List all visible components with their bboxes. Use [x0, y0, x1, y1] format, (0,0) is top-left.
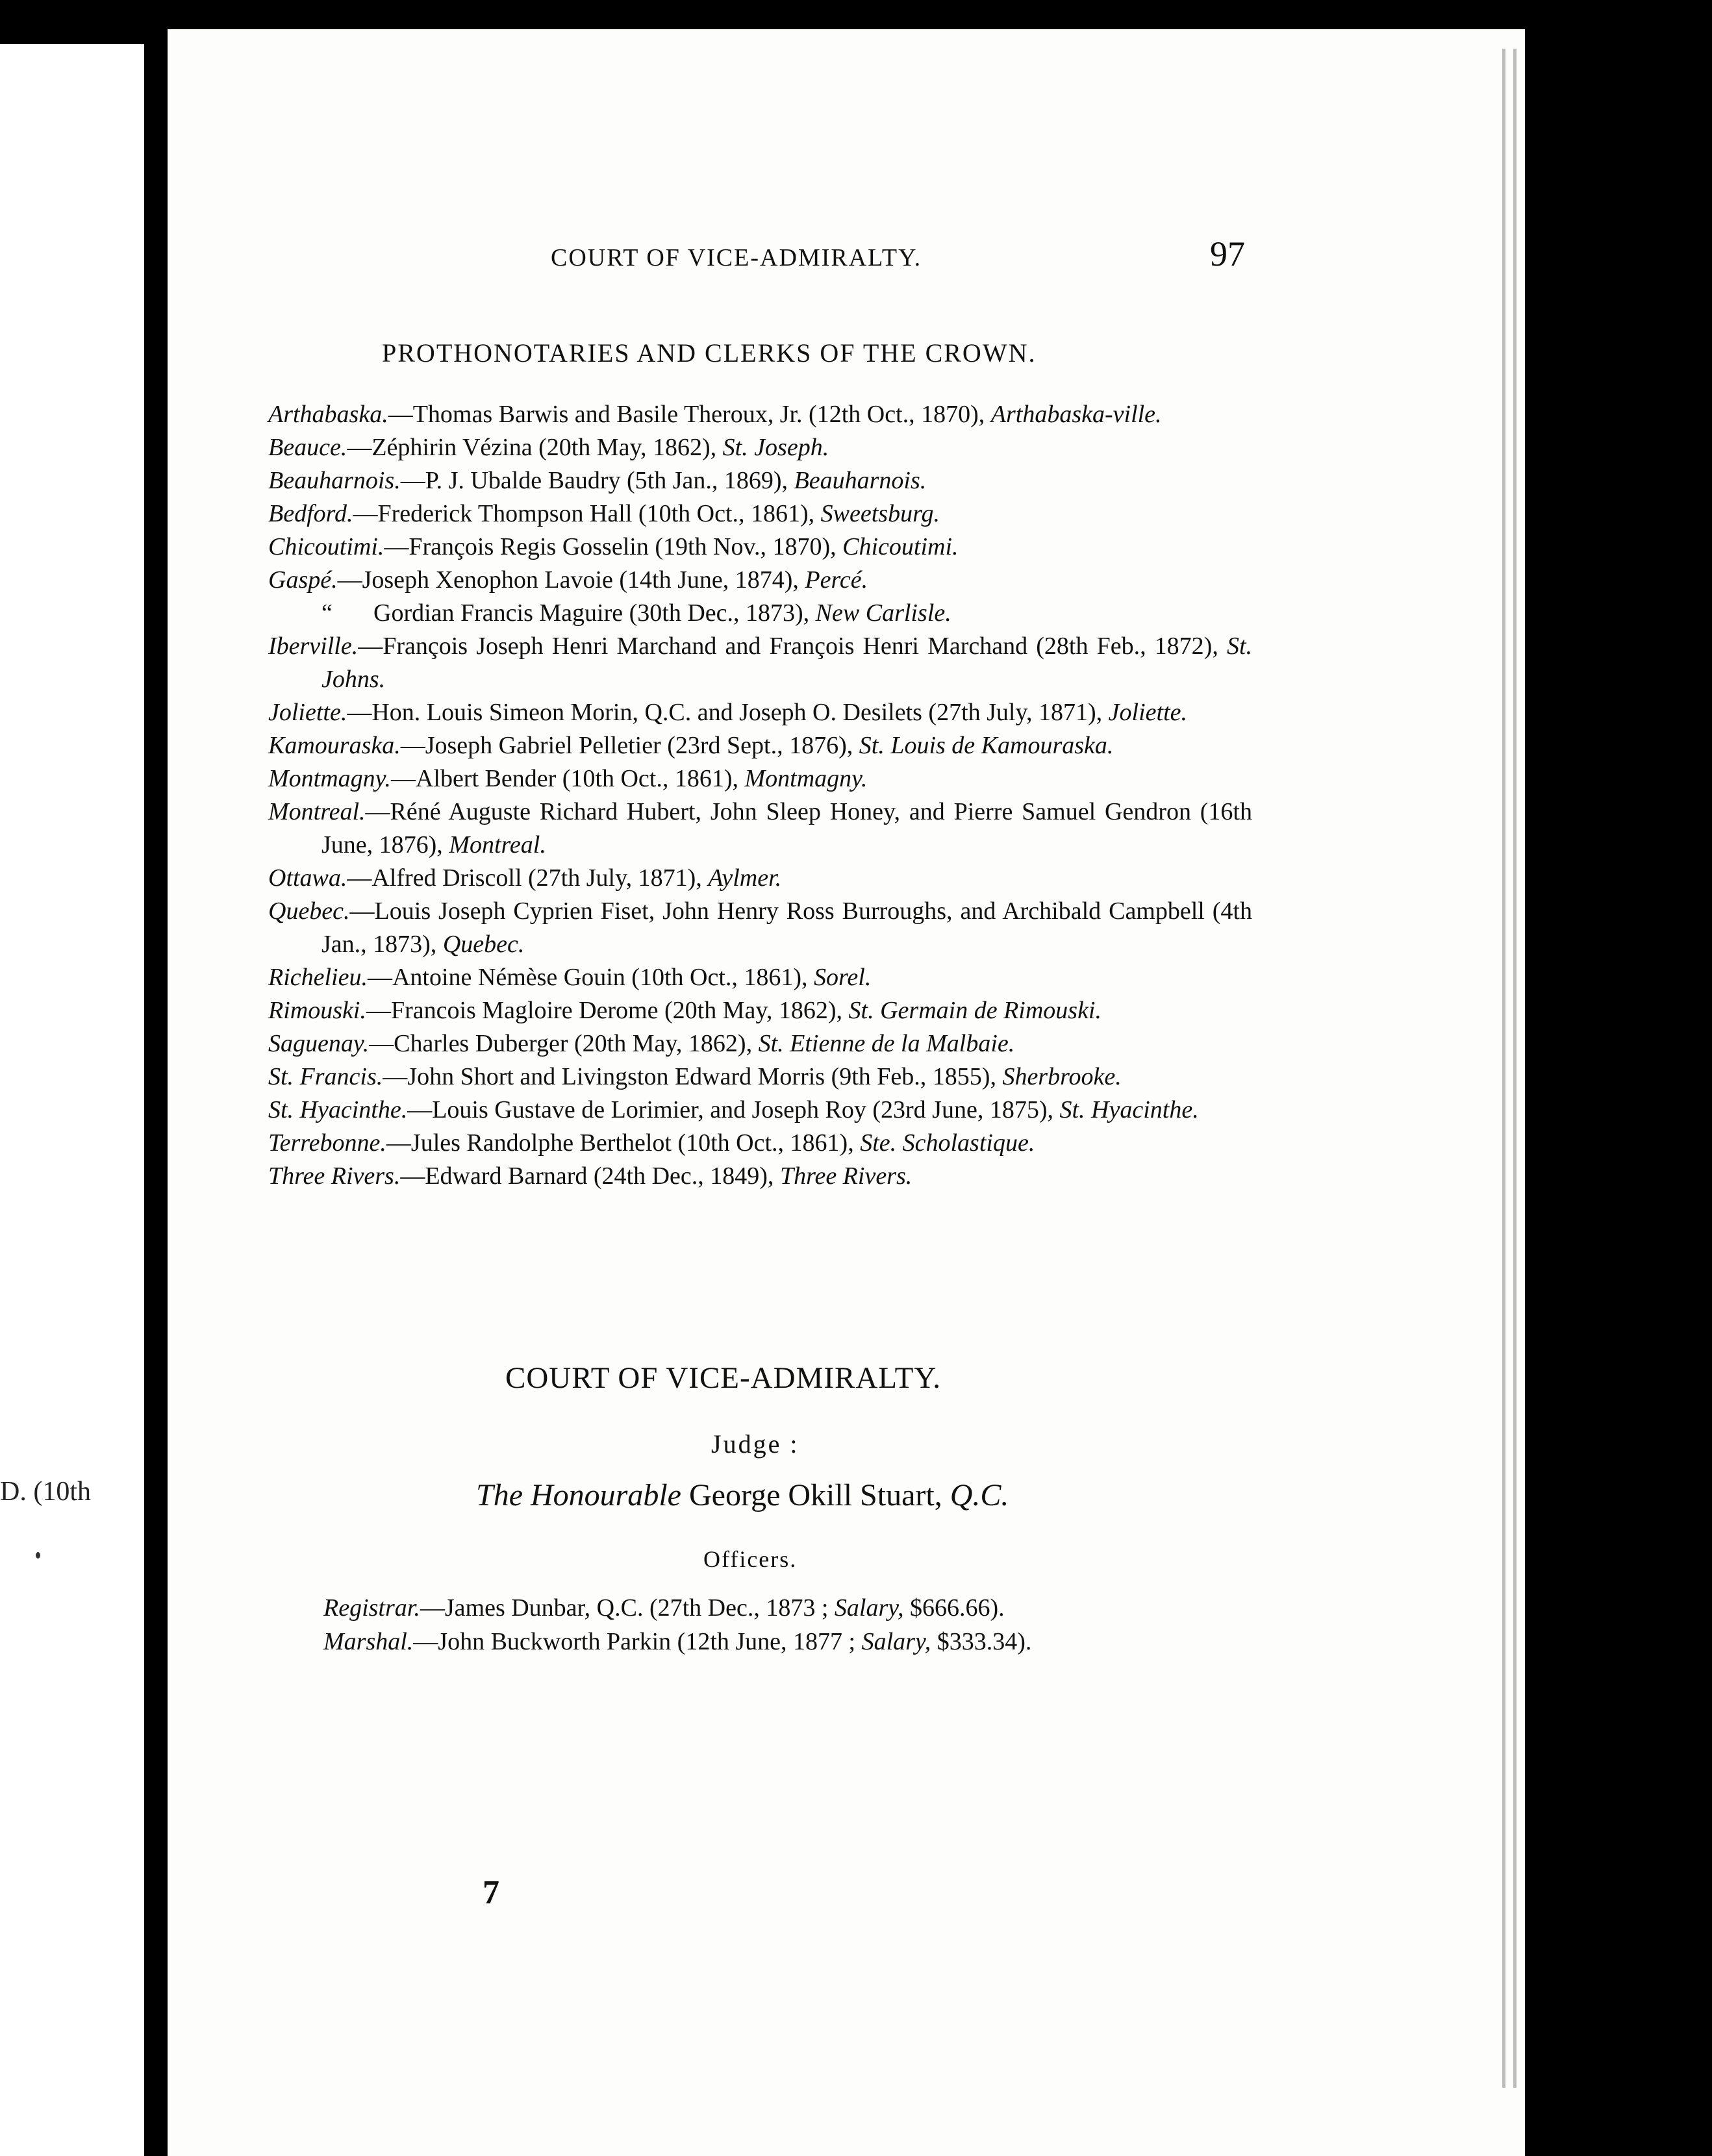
entry-place: Beauharnois. — [794, 467, 927, 494]
list-item — [268, 762, 1252, 796]
left-page-text-fragment: D. (10th — [0, 1477, 91, 1507]
entry-text: —Frederick Thompson Hall (10th Oct., 1861), — [353, 500, 821, 527]
district-name: Gaspé. — [268, 566, 338, 594]
salary-label: Salary, — [834, 1594, 904, 1622]
page-edge-line — [1513, 49, 1517, 2088]
list-item — [268, 1127, 1252, 1160]
district-name: Arthabaska. — [268, 401, 388, 428]
list-item — [268, 796, 1252, 862]
list-item — [268, 696, 1252, 729]
entry-text: —Joseph Xenophon Lavoie (14th June, 1874), — [337, 566, 805, 594]
district-name: St. Hyacinthe. — [268, 1096, 408, 1123]
list-item — [268, 564, 1252, 597]
salary-label: Salary, — [861, 1628, 931, 1655]
list-item — [268, 597, 1252, 630]
judge-suffix: Q.C. — [950, 1478, 1009, 1512]
list-item — [268, 1027, 1252, 1060]
district-name: Kamouraska. — [268, 732, 401, 759]
salary-value: $333.34). — [931, 1628, 1032, 1655]
court-title: COURT OF VICE-ADMIRALTY. — [505, 1361, 942, 1395]
officer-row — [323, 1591, 1031, 1625]
officer-text: —John Buckworth Parkin (12th June, 1877 ; — [413, 1628, 862, 1655]
entry-place: St. Etienne de la Malbaie. — [758, 1030, 1015, 1057]
district-name: Saguenay. — [268, 1030, 370, 1057]
page-speck — [36, 1552, 40, 1559]
list-item — [268, 895, 1252, 961]
entry-place: Montmagny. — [744, 765, 868, 792]
judge-line — [476, 1477, 1009, 1513]
entry-text: —Louis Gustave de Lorimier, and Joseph Roy (23rd June, 1875), — [407, 1096, 1060, 1123]
district-name: Terrebonne. — [268, 1129, 386, 1157]
list-item — [268, 729, 1252, 762]
list-item — [268, 1160, 1252, 1193]
entry-text: —François Regis Gosselin (19th Nov., 1870), — [384, 533, 843, 560]
entry-text: —Albert Bender (10th Oct., 1861), — [390, 765, 745, 792]
entry-text: —Jules Randolphe Berthelot (10th Oct., 1861), — [386, 1129, 861, 1157]
district-name: Beauce. — [268, 434, 347, 461]
entry-place: Quebec. — [442, 931, 525, 958]
signature-mark: 7 — [483, 1874, 499, 1911]
entry-text: —P. J. Ubalde Baudry (5th Jan., 1869), — [400, 467, 794, 494]
officer-row — [323, 1625, 1031, 1659]
entry-place: St. Hyacinthe. — [1059, 1096, 1199, 1123]
entry-text: —Alfred Driscoll (27th July, 1871), — [347, 864, 709, 892]
entry-text: —Antoine Némèse Gouin (10th Oct., 1861), — [367, 964, 814, 991]
list-item — [268, 531, 1252, 564]
judge-heading: Judge : — [711, 1429, 799, 1459]
entry-place: Sherbrooke. — [1002, 1063, 1122, 1090]
district-name: Three Rivers. — [268, 1162, 401, 1190]
page-edge-line — [1502, 49, 1505, 2088]
entry-place: Chicoutimi. — [842, 533, 959, 560]
list-item — [268, 431, 1252, 464]
entry-text: —John Short and Livingston Edward Morris (9th Feb., 1855), — [383, 1063, 1003, 1090]
entry-text: —Thomas Barwis and Basile Theroux, Jr. (12th Oct., 1870), — [388, 401, 991, 428]
entry-place: St. Germain de Rimouski. — [848, 997, 1101, 1024]
district-name: Chicoutimi. — [268, 533, 384, 560]
list-item — [268, 1094, 1252, 1127]
district-name: Quebec. — [268, 897, 350, 925]
entry-place: St. Joseph. — [722, 434, 829, 461]
entry-text: —Edward Barnard (24th Dec., 1849), — [400, 1162, 780, 1190]
page-number: 97 — [1210, 234, 1245, 273]
entry-text: —Louis Joseph Cyprien Fiset, John Henry Ross Burroughs, and Archibald Campbell (4th Jan., 1873), — [321, 897, 1252, 958]
entry-place: Sorel. — [814, 964, 872, 991]
salary-value: $666.66). — [903, 1594, 1005, 1622]
list-item — [268, 398, 1252, 431]
district-name: Beauharnois. — [268, 467, 401, 494]
district-name: Ottawa. — [268, 864, 347, 892]
entry-place: Ste. Scholastique. — [860, 1129, 1035, 1157]
entry-text: Gordian Francis Maguire (30th Dec., 1873), — [373, 599, 816, 627]
officer-role: Marshal. — [323, 1628, 414, 1655]
entry-place: Arthabaska-ville. — [990, 401, 1162, 428]
officer-text: —James Dunbar, Q.C. (27th Dec., 1873 ; — [420, 1594, 835, 1622]
officers-heading: Officers. — [703, 1546, 798, 1572]
list-item — [268, 630, 1252, 696]
judge-name: George Okill Stuart, — [688, 1478, 942, 1512]
district-name: Joliette. — [268, 699, 347, 726]
entry-text: —Zéphirin Vézina (20th May, 1862), — [347, 434, 723, 461]
district-name: Rimouski. — [268, 997, 366, 1024]
entry-place: St. Louis de Kamouraska. — [859, 732, 1114, 759]
entry-text: —Charles Duberger (20th May, 1862), — [369, 1030, 759, 1057]
entry-text: —François Joseph Henri Marchand and François Henri Marchand (28th Feb., 1872), — [358, 633, 1227, 660]
judge-title: The Honourable — [476, 1478, 681, 1512]
district-name: Iberville. — [268, 633, 359, 660]
entry-text: —Hon. Louis Simeon Morin, Q.C. and Joseph O. Desilets (27th July, 1871), — [347, 699, 1109, 726]
entry-place: Percé. — [805, 566, 868, 594]
running-head: COURT OF VICE-ADMIRALTY. — [551, 244, 922, 271]
list-item — [268, 994, 1252, 1027]
entry-text: —Réné Auguste Richard Hubert, John Sleep Honey, and Pierre Samuel Gendron (16th June, 1876), — [321, 798, 1252, 859]
left-page-margin — [0, 44, 144, 2156]
district-name: Bedford. — [268, 500, 353, 527]
district-name: Richelieu. — [268, 964, 368, 991]
entry-place: Montreal. — [449, 831, 546, 859]
entry-place: New Carlisle. — [815, 599, 951, 627]
district-name: “ — [321, 599, 333, 627]
list-item — [268, 961, 1252, 994]
officers-list — [323, 1591, 1031, 1659]
entry-place: St. Johns. — [321, 633, 1252, 693]
list-item — [268, 464, 1252, 497]
entry-place: Three Rivers. — [779, 1162, 913, 1190]
district-name: Montmagny. — [268, 765, 391, 792]
entry-place: Joliette. — [1108, 699, 1188, 726]
section-title: PROTHONOTARIES AND CLERKS OF THE CROWN. — [382, 338, 1037, 368]
district-name: Montreal. — [268, 798, 366, 825]
book-page — [168, 29, 1525, 2156]
list-item — [268, 1060, 1252, 1094]
list-item — [268, 497, 1252, 531]
entry-place: Sweetsburg. — [820, 500, 940, 527]
entry-text: —Joseph Gabriel Pelletier (23rd Sept., 1876), — [400, 732, 859, 759]
entry-place: Aylmer. — [708, 864, 782, 892]
entry-text: —Francois Magloire Derome (20th May, 1862), — [366, 997, 849, 1024]
list-item — [268, 862, 1252, 895]
district-name: St. Francis. — [268, 1063, 383, 1090]
prothonotaries-list — [268, 398, 1252, 1193]
officer-role: Registrar. — [323, 1594, 420, 1622]
